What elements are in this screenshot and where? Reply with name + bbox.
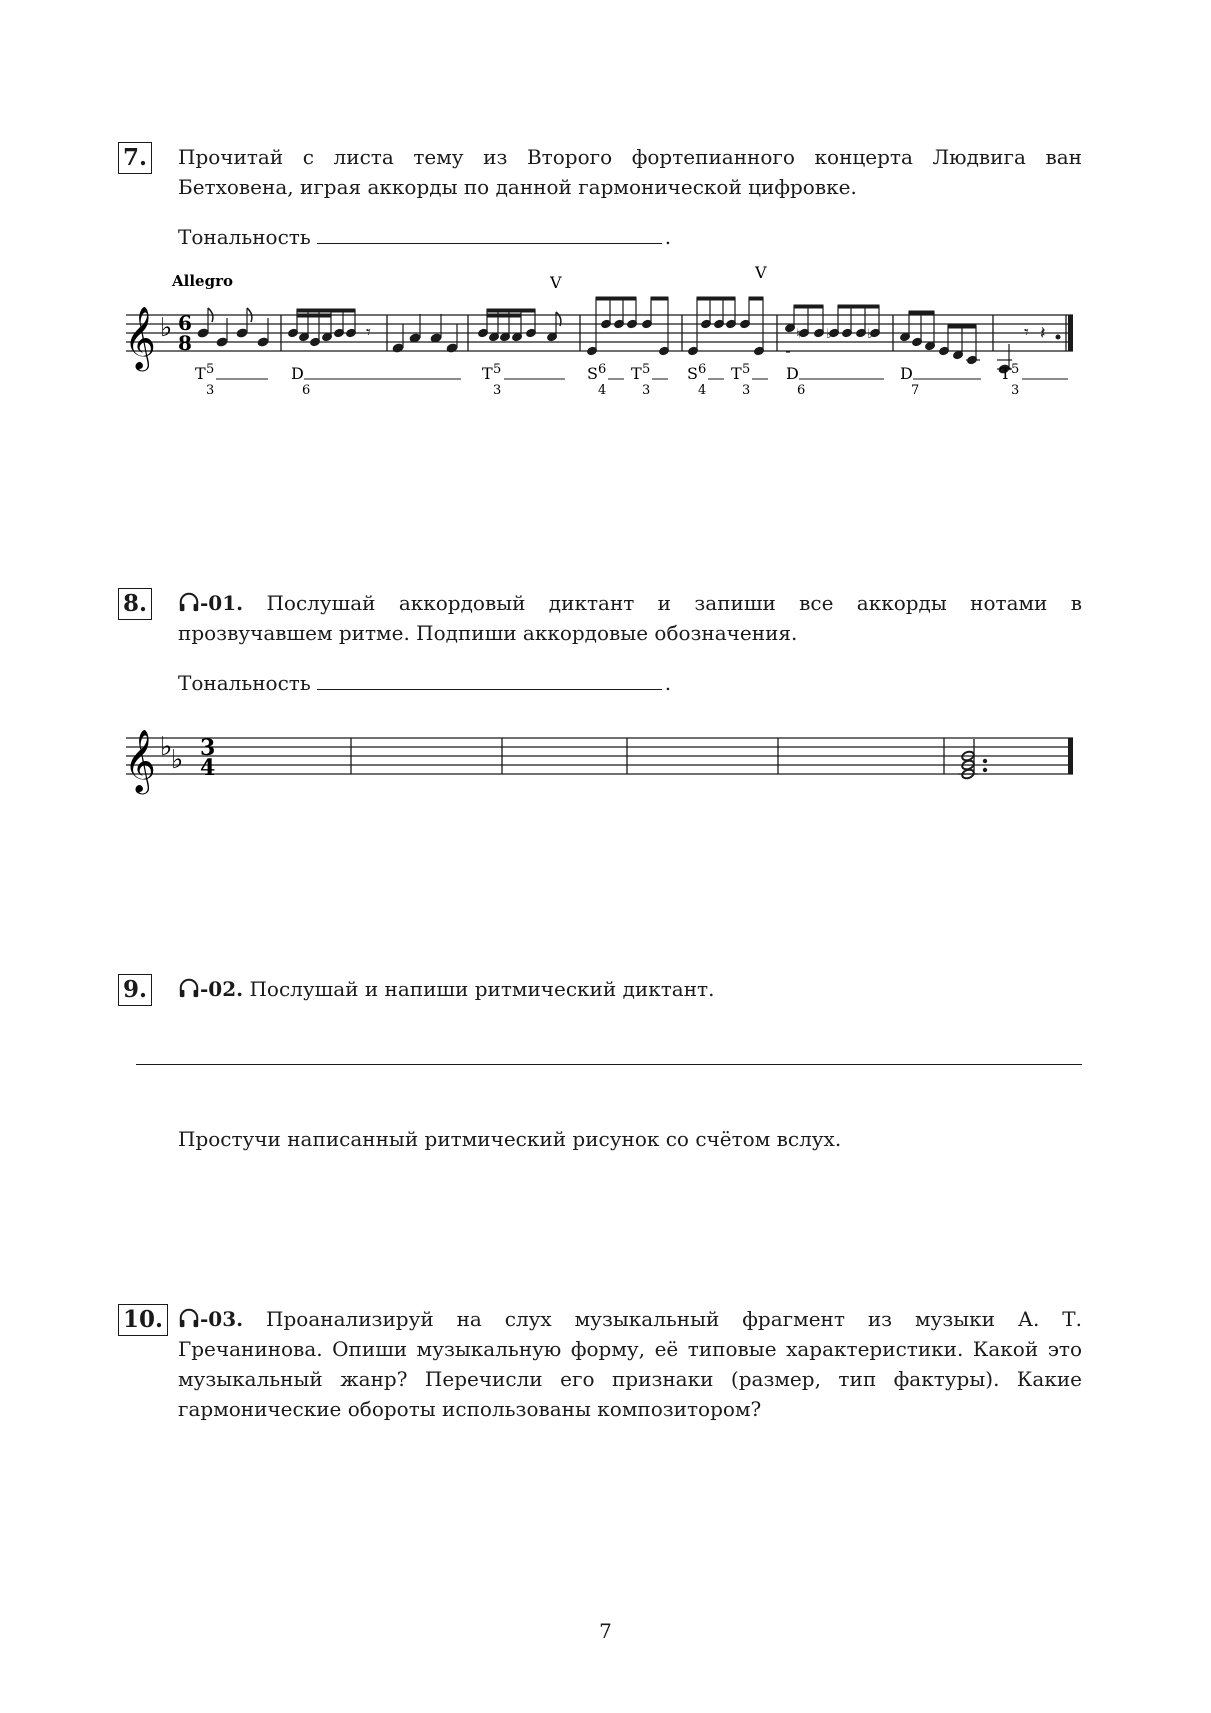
task-10 bbox=[118, 1304, 1082, 1424]
dot bbox=[983, 759, 987, 763]
svg-text:5: 5 bbox=[493, 362, 502, 377]
svg-text:6: 6 bbox=[598, 362, 607, 377]
headphones-icon bbox=[178, 591, 200, 613]
svg-text:3: 3 bbox=[642, 383, 651, 398]
time-signature-bottom: 8 bbox=[178, 331, 192, 355]
task-text bbox=[178, 588, 1082, 648]
time-signature-top: 6 bbox=[178, 311, 192, 335]
melody-notes bbox=[197, 297, 1060, 374]
svg-text:6: 6 bbox=[302, 383, 311, 398]
breath-mark: V bbox=[550, 273, 562, 292]
time-signature-top: 3 bbox=[200, 735, 216, 761]
task-number: 8. bbox=[118, 588, 152, 620]
tonality-field-7: Тональность . bbox=[178, 225, 672, 249]
task-text-body: Проанализируй на слух музыкальный фрагмент из музыки А. Т. Гречанинова. Опиши музыкальную форму, её типовые характеристики. Какой это музыкальный жанр? Перечисли его признаки (размер, тип фактуры). Какие гармонические обороты использованы композитором? bbox=[178, 1307, 1083, 1421]
tonality-label: Тональность bbox=[178, 671, 311, 695]
svg-text:♮: ♮ bbox=[796, 327, 801, 342]
treble-clef: 𝄞 bbox=[124, 729, 156, 792]
tempo-marking: Allegro bbox=[172, 272, 233, 290]
svg-text:𝄾: 𝄾 bbox=[366, 322, 371, 343]
svg-text:S: S bbox=[587, 364, 598, 383]
dot bbox=[983, 768, 987, 772]
time-signature-bottom: 4 bbox=[200, 755, 216, 781]
task-text bbox=[178, 974, 1082, 1004]
final-barline bbox=[1068, 738, 1073, 774]
svg-text:3: 3 bbox=[1011, 383, 1020, 398]
svg-text:3: 3 bbox=[493, 383, 502, 398]
task-8 bbox=[118, 588, 1082, 648]
harmonic-figures bbox=[195, 362, 1068, 398]
key-signature-flat: ♭ bbox=[160, 313, 173, 343]
svg-text:T: T bbox=[1000, 364, 1011, 383]
staff-lines bbox=[126, 738, 1073, 774]
task-text: Прочитай с листа тему из Второго фортепианного концерта Людвига ван Бетховена, играя аккорды по данной гармонической цифровке. bbox=[178, 145, 1082, 199]
svg-text:T: T bbox=[731, 364, 742, 383]
chord-figure bbox=[587, 362, 624, 398]
svg-text:T: T bbox=[631, 364, 642, 383]
treble-clef: 𝄞 bbox=[124, 306, 156, 369]
chord-figure bbox=[631, 362, 668, 398]
rhythm-answer-line[interactable] bbox=[136, 1064, 1082, 1065]
svg-text:T: T bbox=[195, 364, 206, 383]
chord-figure bbox=[195, 362, 268, 398]
tonality-blank[interactable] bbox=[317, 671, 662, 690]
task-text-body: Послушай и напиши ритмический диктант. bbox=[249, 977, 715, 1001]
tonality-label: Тональность bbox=[178, 225, 311, 249]
svg-text:4: 4 bbox=[698, 383, 707, 398]
task-number: 10. bbox=[118, 1304, 168, 1336]
svg-text:♭: ♭ bbox=[826, 327, 833, 342]
svg-text:5: 5 bbox=[742, 362, 751, 377]
chord-figure bbox=[1000, 362, 1068, 398]
page-number: 7 bbox=[599, 1619, 612, 1643]
svg-text:5: 5 bbox=[1011, 362, 1020, 377]
final-barline bbox=[1068, 315, 1073, 351]
tonality-field-8: Тональность . bbox=[178, 671, 672, 695]
svg-text:4: 4 bbox=[598, 383, 607, 398]
svg-text:D: D bbox=[786, 364, 799, 383]
task-number: 7. bbox=[118, 142, 152, 174]
key-signature-flat: ♭ bbox=[160, 732, 173, 762]
key-signature-flat: ♭ bbox=[171, 745, 184, 775]
svg-text:3: 3 bbox=[206, 383, 215, 398]
task-7 bbox=[118, 142, 1082, 202]
audio-track-ref: -01. bbox=[200, 591, 244, 615]
svg-text:5: 5 bbox=[206, 362, 215, 377]
svg-text:D: D bbox=[291, 364, 304, 383]
svg-text:6: 6 bbox=[698, 362, 707, 377]
task-text bbox=[178, 1304, 1082, 1424]
audio-track-ref: -02. bbox=[200, 977, 244, 1001]
chord-figure bbox=[291, 364, 461, 398]
svg-text:3: 3 bbox=[742, 383, 751, 398]
breath-mark: V bbox=[755, 266, 767, 282]
svg-text:𝄾: 𝄾 bbox=[1024, 322, 1029, 343]
score-task-8[interactable] bbox=[0, 715, 1211, 825]
tonality-blank[interactable] bbox=[317, 225, 662, 244]
svg-text:𝄽: 𝄽 bbox=[1040, 323, 1046, 344]
chord-figure bbox=[687, 362, 724, 398]
task-number: 9. bbox=[118, 974, 152, 1006]
task-text-body: Послушай аккордовый диктант и запиши все аккорды нотами в прозвучавшем ритме. Подпиши аккордовые обозначения. bbox=[178, 591, 1082, 645]
chord-figure bbox=[731, 362, 768, 398]
task-9 bbox=[118, 974, 1082, 1004]
svg-text:D: D bbox=[900, 364, 913, 383]
headphones-icon bbox=[178, 977, 200, 999]
audio-track-ref: -03. bbox=[200, 1307, 244, 1331]
svg-text:5: 5 bbox=[642, 362, 651, 377]
headphones-icon bbox=[178, 1307, 200, 1329]
svg-text:6: 6 bbox=[797, 383, 806, 398]
final-chord bbox=[958, 739, 978, 780]
svg-text:S: S bbox=[687, 364, 698, 383]
chord-figure bbox=[786, 364, 884, 398]
svg-text:♭: ♭ bbox=[867, 327, 874, 342]
chord-figure bbox=[900, 364, 981, 398]
chord-figure bbox=[482, 362, 565, 398]
svg-text:T: T bbox=[482, 364, 493, 383]
score-task-7 bbox=[0, 266, 1211, 426]
rhythm-followup-instruction: Простучи написанный ритмический рисунок со счётом вслух. bbox=[178, 1127, 842, 1151]
svg-text:7: 7 bbox=[911, 383, 920, 398]
